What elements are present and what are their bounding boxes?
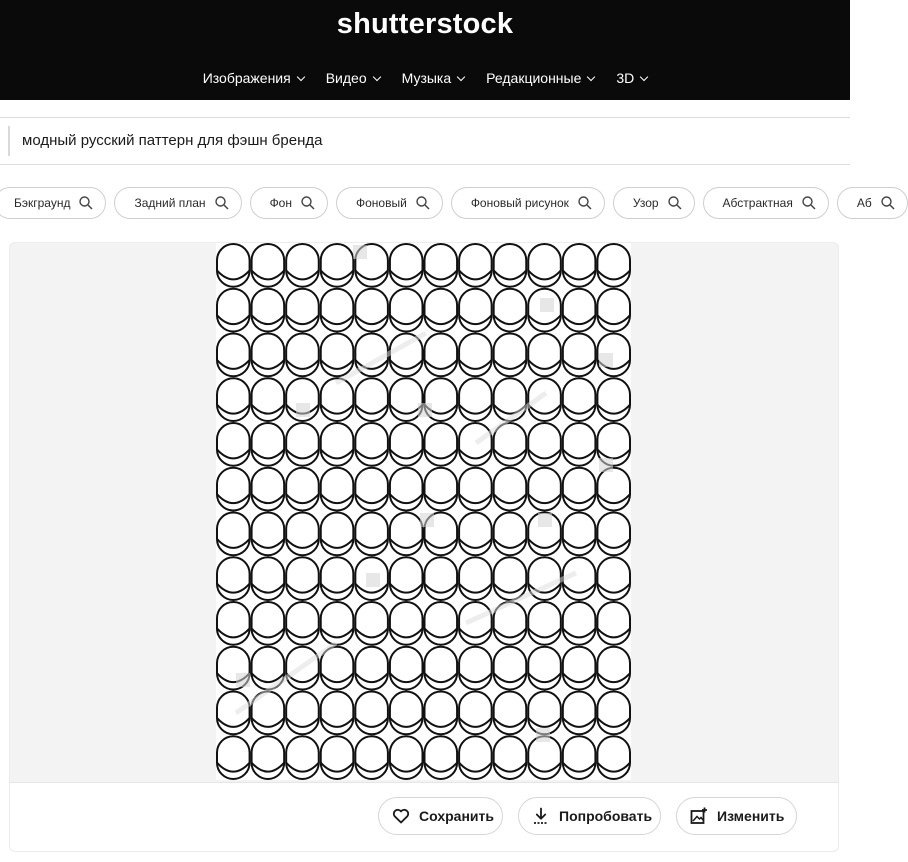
- chevron-down-icon: [296, 72, 304, 80]
- chevron-down-icon: [640, 72, 648, 80]
- nav-item-video[interactable]: [315, 70, 391, 86]
- chip-label: Фоновый рисунок: [470, 196, 569, 210]
- nav-item-label: Редакционные: [486, 70, 582, 86]
- search-icon: [667, 195, 683, 211]
- related-search-chip[interactable]: [0, 187, 106, 219]
- nav-item-3d[interactable]: [605, 70, 658, 86]
- pattern-image[interactable]: [216, 243, 631, 780]
- search-input[interactable]: [22, 118, 822, 164]
- chip-label: Абстрактная: [722, 196, 793, 210]
- nav-item-label: Видео: [325, 70, 367, 86]
- try-button-label: Попробовать: [559, 808, 653, 824]
- top-navigation-bar: [0, 0, 850, 100]
- chip-label: Задний план: [134, 196, 206, 210]
- nav-item-label: Изображения: [202, 70, 291, 86]
- shutterstock-logo[interactable]: shutterstock: [336, 8, 514, 40]
- search-icon: [214, 195, 230, 211]
- related-search-chip[interactable]: [114, 187, 241, 219]
- related-search-chip[interactable]: [613, 187, 695, 219]
- chip-label: Бэкграунд: [14, 196, 71, 210]
- try-button[interactable]: [518, 797, 661, 835]
- chevron-down-icon: [457, 72, 465, 80]
- related-search-chip[interactable]: [250, 187, 328, 219]
- chevron-down-icon: [587, 72, 595, 80]
- nav-item-music[interactable]: [391, 70, 476, 86]
- edit-image-icon: [689, 806, 709, 826]
- main-nav: [0, 70, 850, 86]
- search-icon: [801, 195, 817, 211]
- search-bar: [0, 117, 850, 165]
- nav-item-editorial[interactable]: [475, 70, 605, 86]
- chip-label: Фон: [269, 196, 292, 210]
- search-icon: [577, 195, 593, 211]
- related-search-chip[interactable]: [837, 187, 908, 219]
- search-icon: [415, 195, 431, 211]
- chip-label: Узор: [632, 196, 659, 210]
- related-search-chip[interactable]: [703, 187, 829, 219]
- geometric-pattern: [216, 243, 631, 780]
- save-button-label: Сохранить: [419, 808, 494, 824]
- chip-label: Фоновый: [356, 196, 407, 210]
- search-divider: [8, 126, 10, 156]
- search-icon: [78, 195, 94, 211]
- search-icon: [880, 195, 896, 211]
- edit-button-label: Изменить: [717, 808, 785, 824]
- chevron-down-icon: [372, 72, 380, 80]
- download-icon: [531, 806, 551, 826]
- edit-button[interactable]: [676, 797, 797, 835]
- save-button[interactable]: [378, 797, 503, 835]
- nav-item-images[interactable]: [192, 70, 315, 86]
- heart-icon: [391, 806, 411, 826]
- nav-item-label: Музыка: [401, 70, 452, 86]
- related-search-chip[interactable]: [336, 187, 443, 219]
- related-search-chip[interactable]: [451, 187, 605, 219]
- chip-label: Аб: [856, 196, 872, 210]
- nav-item-label: 3D: [616, 70, 635, 86]
- search-icon: [300, 195, 316, 211]
- related-search-chips: [0, 187, 908, 219]
